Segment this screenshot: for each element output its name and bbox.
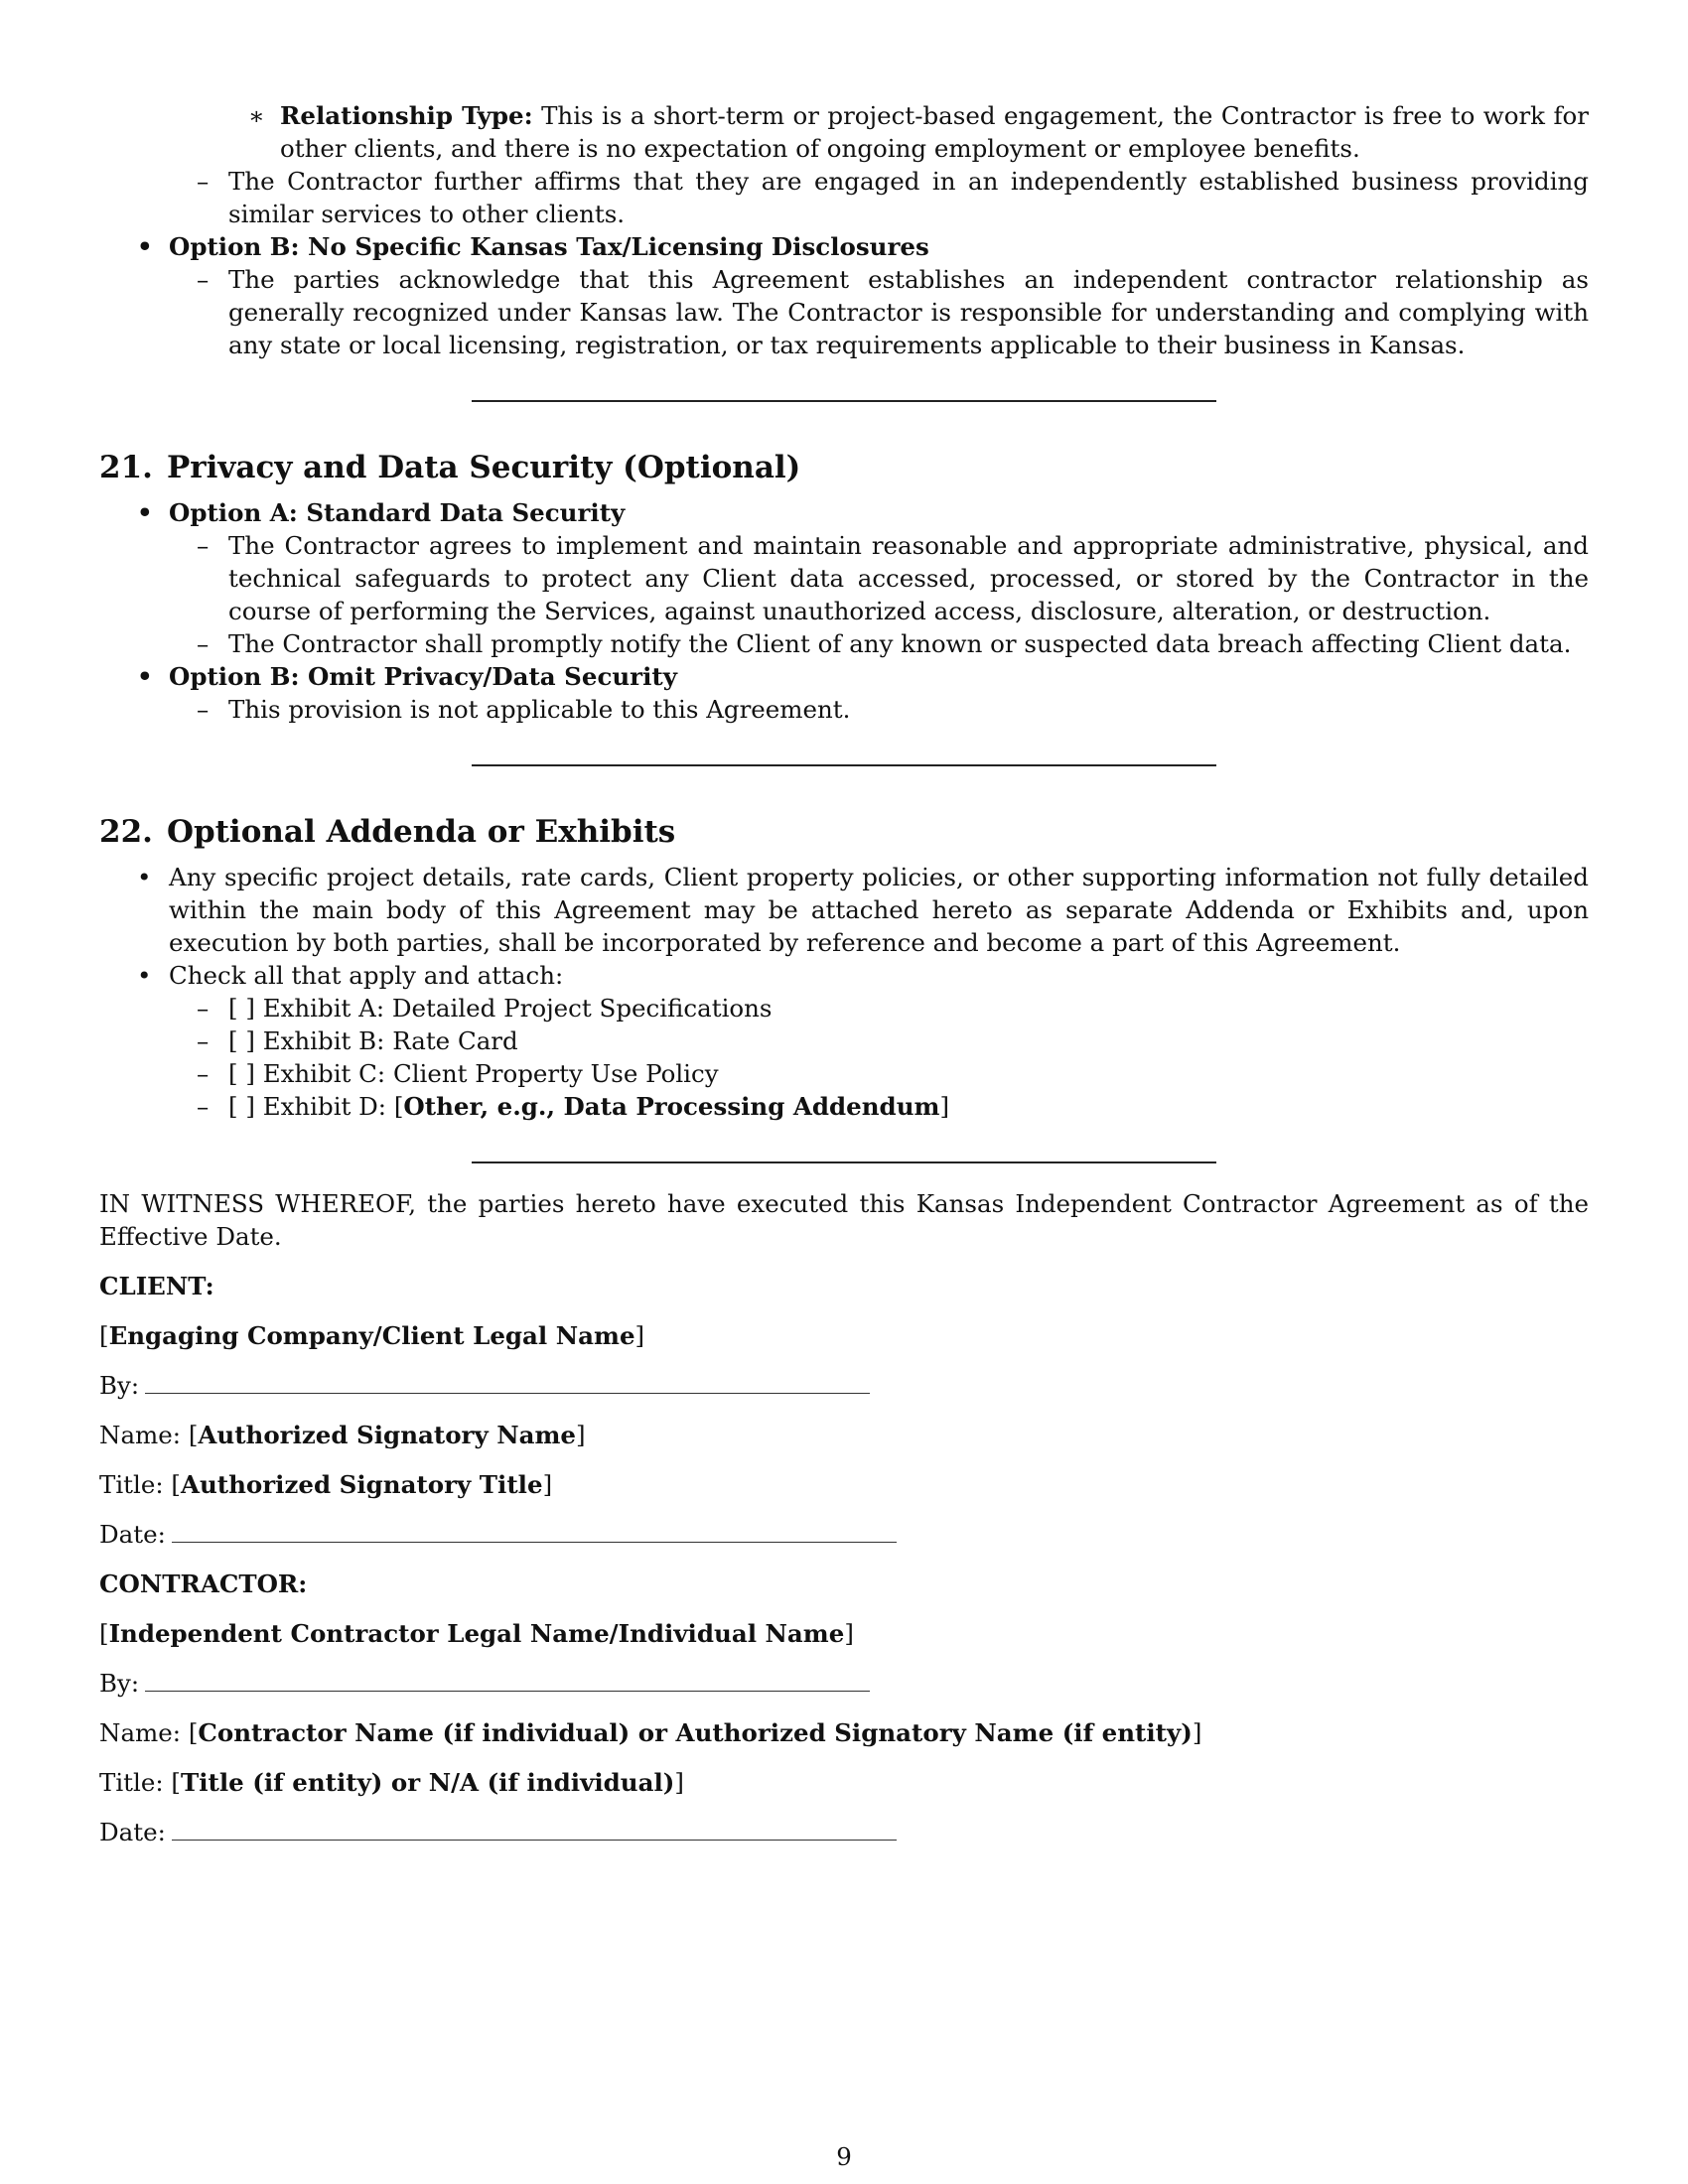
s21-option-a-item — [99, 496, 1589, 529]
contractor-name-label: Name: — [99, 1718, 182, 1747]
s21-option-b-title: Option B: Omit Privacy/Data Security — [169, 662, 677, 691]
s22-bullet-1-text: Any specific project details, rate cards, Client property policies, or other supporting information not fully detailed within the main body of this Agreement may be attached hereto as separate Addenda or Exhibits and, upon execution by both parties, shall be incorporated by reference and become a part of this Agreement. — [169, 863, 1589, 957]
s20-option-b-title: Option B: No Specific Kansas Tax/Licensing Disclosures — [169, 232, 929, 261]
open-bracket: [ — [171, 1768, 181, 1797]
s21-option-a-detail-1 — [99, 529, 1589, 627]
close-bracket: ] — [844, 1619, 854, 1648]
client-name-label: Name: — [99, 1421, 182, 1449]
s21-option-b-text: This provision is not applicable to this Agreement. — [228, 695, 851, 724]
section-21-number: 21. — [99, 450, 153, 485]
star-marker: ∗ — [248, 101, 265, 130]
s22-bullet-2 — [99, 959, 1589, 992]
s21-option-b-detail — [99, 693, 1589, 726]
relationship-type-label: Relationship Type: — [280, 101, 533, 130]
exhibit-d-checkbox-item — [99, 1090, 1589, 1123]
section-21-title: Privacy and Data Security (Optional) — [166, 450, 801, 485]
close-bracket: ] — [542, 1470, 553, 1499]
close-bracket: ] — [576, 1421, 586, 1449]
client-title-line — [99, 1468, 1589, 1501]
client-by-label: By: — [99, 1371, 140, 1400]
contractor-name-line — [99, 1716, 1589, 1749]
client-signatory-title: Authorized Signatory Title — [180, 1470, 543, 1499]
affirm-item — [99, 165, 1589, 230]
exhibit-a-label: [ ] Exhibit A: Detailed Project Specifications — [228, 994, 773, 1023]
section-divider — [472, 400, 1216, 402]
dash-marker: – — [197, 265, 210, 294]
exhibit-a-checkbox-item — [99, 992, 1589, 1024]
open-bracket: [ — [393, 1092, 404, 1121]
close-bracket: ] — [1192, 1718, 1202, 1747]
client-heading: CLIENT: — [99, 1272, 214, 1300]
dash-marker: – — [197, 994, 210, 1023]
client-title-label: Title: — [99, 1470, 164, 1499]
contractor-date-line — [99, 1816, 1589, 1848]
exhibit-b-label: [ ] Exhibit B: Rate Card — [228, 1026, 518, 1055]
affirm-text: The Contractor further affirms that they are engaged in an independently established business providing similar services to other clients. — [228, 167, 1589, 228]
open-bracket: [ — [188, 1718, 199, 1747]
contractor-date-field[interactable] — [172, 1818, 897, 1841]
relationship-type-text: This is a short-term or project-based engagement, the Contractor is free to work for other clients, and there is no expectation of ongoing employment or employee benefits. — [280, 101, 1589, 163]
open-bracket: [ — [99, 1619, 109, 1648]
contractor-signatory-name: Contractor Name (if individual) or Authorized Signatory Name (if entity) — [198, 1718, 1193, 1747]
dash-marker: – — [197, 167, 210, 196]
s22-bullet-1 — [99, 861, 1589, 959]
open-bracket: [ — [99, 1321, 109, 1350]
section-22-title: Optional Addenda or Exhibits — [166, 814, 676, 850]
close-bracket: ] — [939, 1092, 949, 1121]
witness-statement: IN WITNESS WHEREOF, the parties hereto have executed this Kansas Independent Contractor Agreement as of the Effective Date. — [99, 1189, 1589, 1251]
contractor-title-line — [99, 1766, 1589, 1799]
contractor-legal-name — [99, 1617, 1589, 1650]
dash-marker: – — [197, 531, 210, 560]
exhibit-b-checkbox-item — [99, 1024, 1589, 1057]
client-by-line — [99, 1369, 1589, 1402]
contractor-by-label: By: — [99, 1669, 140, 1698]
relationship-type-item — [99, 99, 1589, 165]
document-page — [99, 99, 1589, 1865]
s21-option-a-title: Option A: Standard Data Security — [169, 498, 626, 527]
client-name-line — [99, 1419, 1589, 1451]
exhibit-c-label: [ ] Exhibit C: Client Property Use Policy — [228, 1059, 719, 1088]
bullet-marker: • — [137, 863, 152, 891]
section-22-number: 22. — [99, 814, 153, 850]
dash-marker: – — [197, 1026, 210, 1055]
client-name-placeholder: Engaging Company/Client Legal Name — [108, 1321, 635, 1350]
client-signature-field[interactable] — [145, 1371, 870, 1394]
client-legal-name — [99, 1319, 1589, 1352]
client-date-label: Date: — [99, 1520, 166, 1549]
page-number: 9 — [836, 2142, 852, 2171]
client-signatory-name: Authorized Signatory Name — [198, 1421, 576, 1449]
contractor-title-label: Title: — [99, 1768, 164, 1797]
exhibit-d-placeholder: Other, e.g., Data Processing Addendum — [403, 1092, 940, 1121]
s20-option-b-item — [99, 230, 1589, 263]
s21-option-a-text-1: The Contractor agrees to implement and maintain reasonable and appropriate administrative, physical, and technical safeguards to protect any Client data accessed, processed, or stored by the Contractor in the course of performing the Services, against unauthorized access, disclosure, alteration, or destruction. — [228, 531, 1589, 625]
open-bracket: [ — [188, 1421, 199, 1449]
client-date-line — [99, 1518, 1589, 1551]
contractor-by-line — [99, 1667, 1589, 1700]
section-21-heading — [99, 448, 1589, 487]
section-divider — [472, 1161, 1216, 1163]
dash-marker: – — [197, 1059, 210, 1088]
bullet-marker: • — [137, 498, 153, 527]
bullet-marker: • — [137, 232, 153, 261]
s21-option-a-detail-2 — [99, 627, 1589, 660]
client-date-field[interactable] — [172, 1520, 897, 1543]
s20-option-b-text: The parties acknowledge that this Agreement establishes an independent contractor relationship as generally recognized under Kansas law. The Contractor is responsible for understanding and complying with any state or local licensing, registration, or tax requirements applicable to their business in Kansas. — [228, 265, 1589, 359]
contractor-name-placeholder: Independent Contractor Legal Name/Individual Name — [108, 1619, 845, 1648]
dash-marker: – — [197, 1092, 210, 1121]
contractor-heading: CONTRACTOR: — [99, 1570, 308, 1598]
open-bracket: [ — [171, 1470, 181, 1499]
dash-marker: – — [197, 695, 210, 724]
bullet-marker: • — [137, 662, 153, 691]
close-bracket: ] — [674, 1768, 684, 1797]
contractor-signatory-title: Title (if entity) or N/A (if individual) — [180, 1768, 675, 1797]
s21-option-a-text-2: The Contractor shall promptly notify the Client of any known or suspected data breach affecting Client data. — [228, 629, 1572, 658]
bullet-marker: • — [137, 961, 152, 990]
dash-marker: – — [197, 629, 210, 658]
section-22-heading — [99, 812, 1589, 852]
exhibit-c-checkbox-item — [99, 1057, 1589, 1090]
close-bracket: ] — [634, 1321, 645, 1350]
exhibit-d-prefix: [ ] Exhibit D: — [228, 1092, 394, 1121]
s22-bullet-2-text: Check all that apply and attach: — [169, 961, 564, 990]
contractor-date-label: Date: — [99, 1818, 166, 1846]
s20-option-b-detail — [99, 263, 1589, 361]
s21-option-b-item — [99, 660, 1589, 693]
section-divider — [472, 764, 1216, 766]
contractor-signature-field[interactable] — [145, 1669, 870, 1692]
